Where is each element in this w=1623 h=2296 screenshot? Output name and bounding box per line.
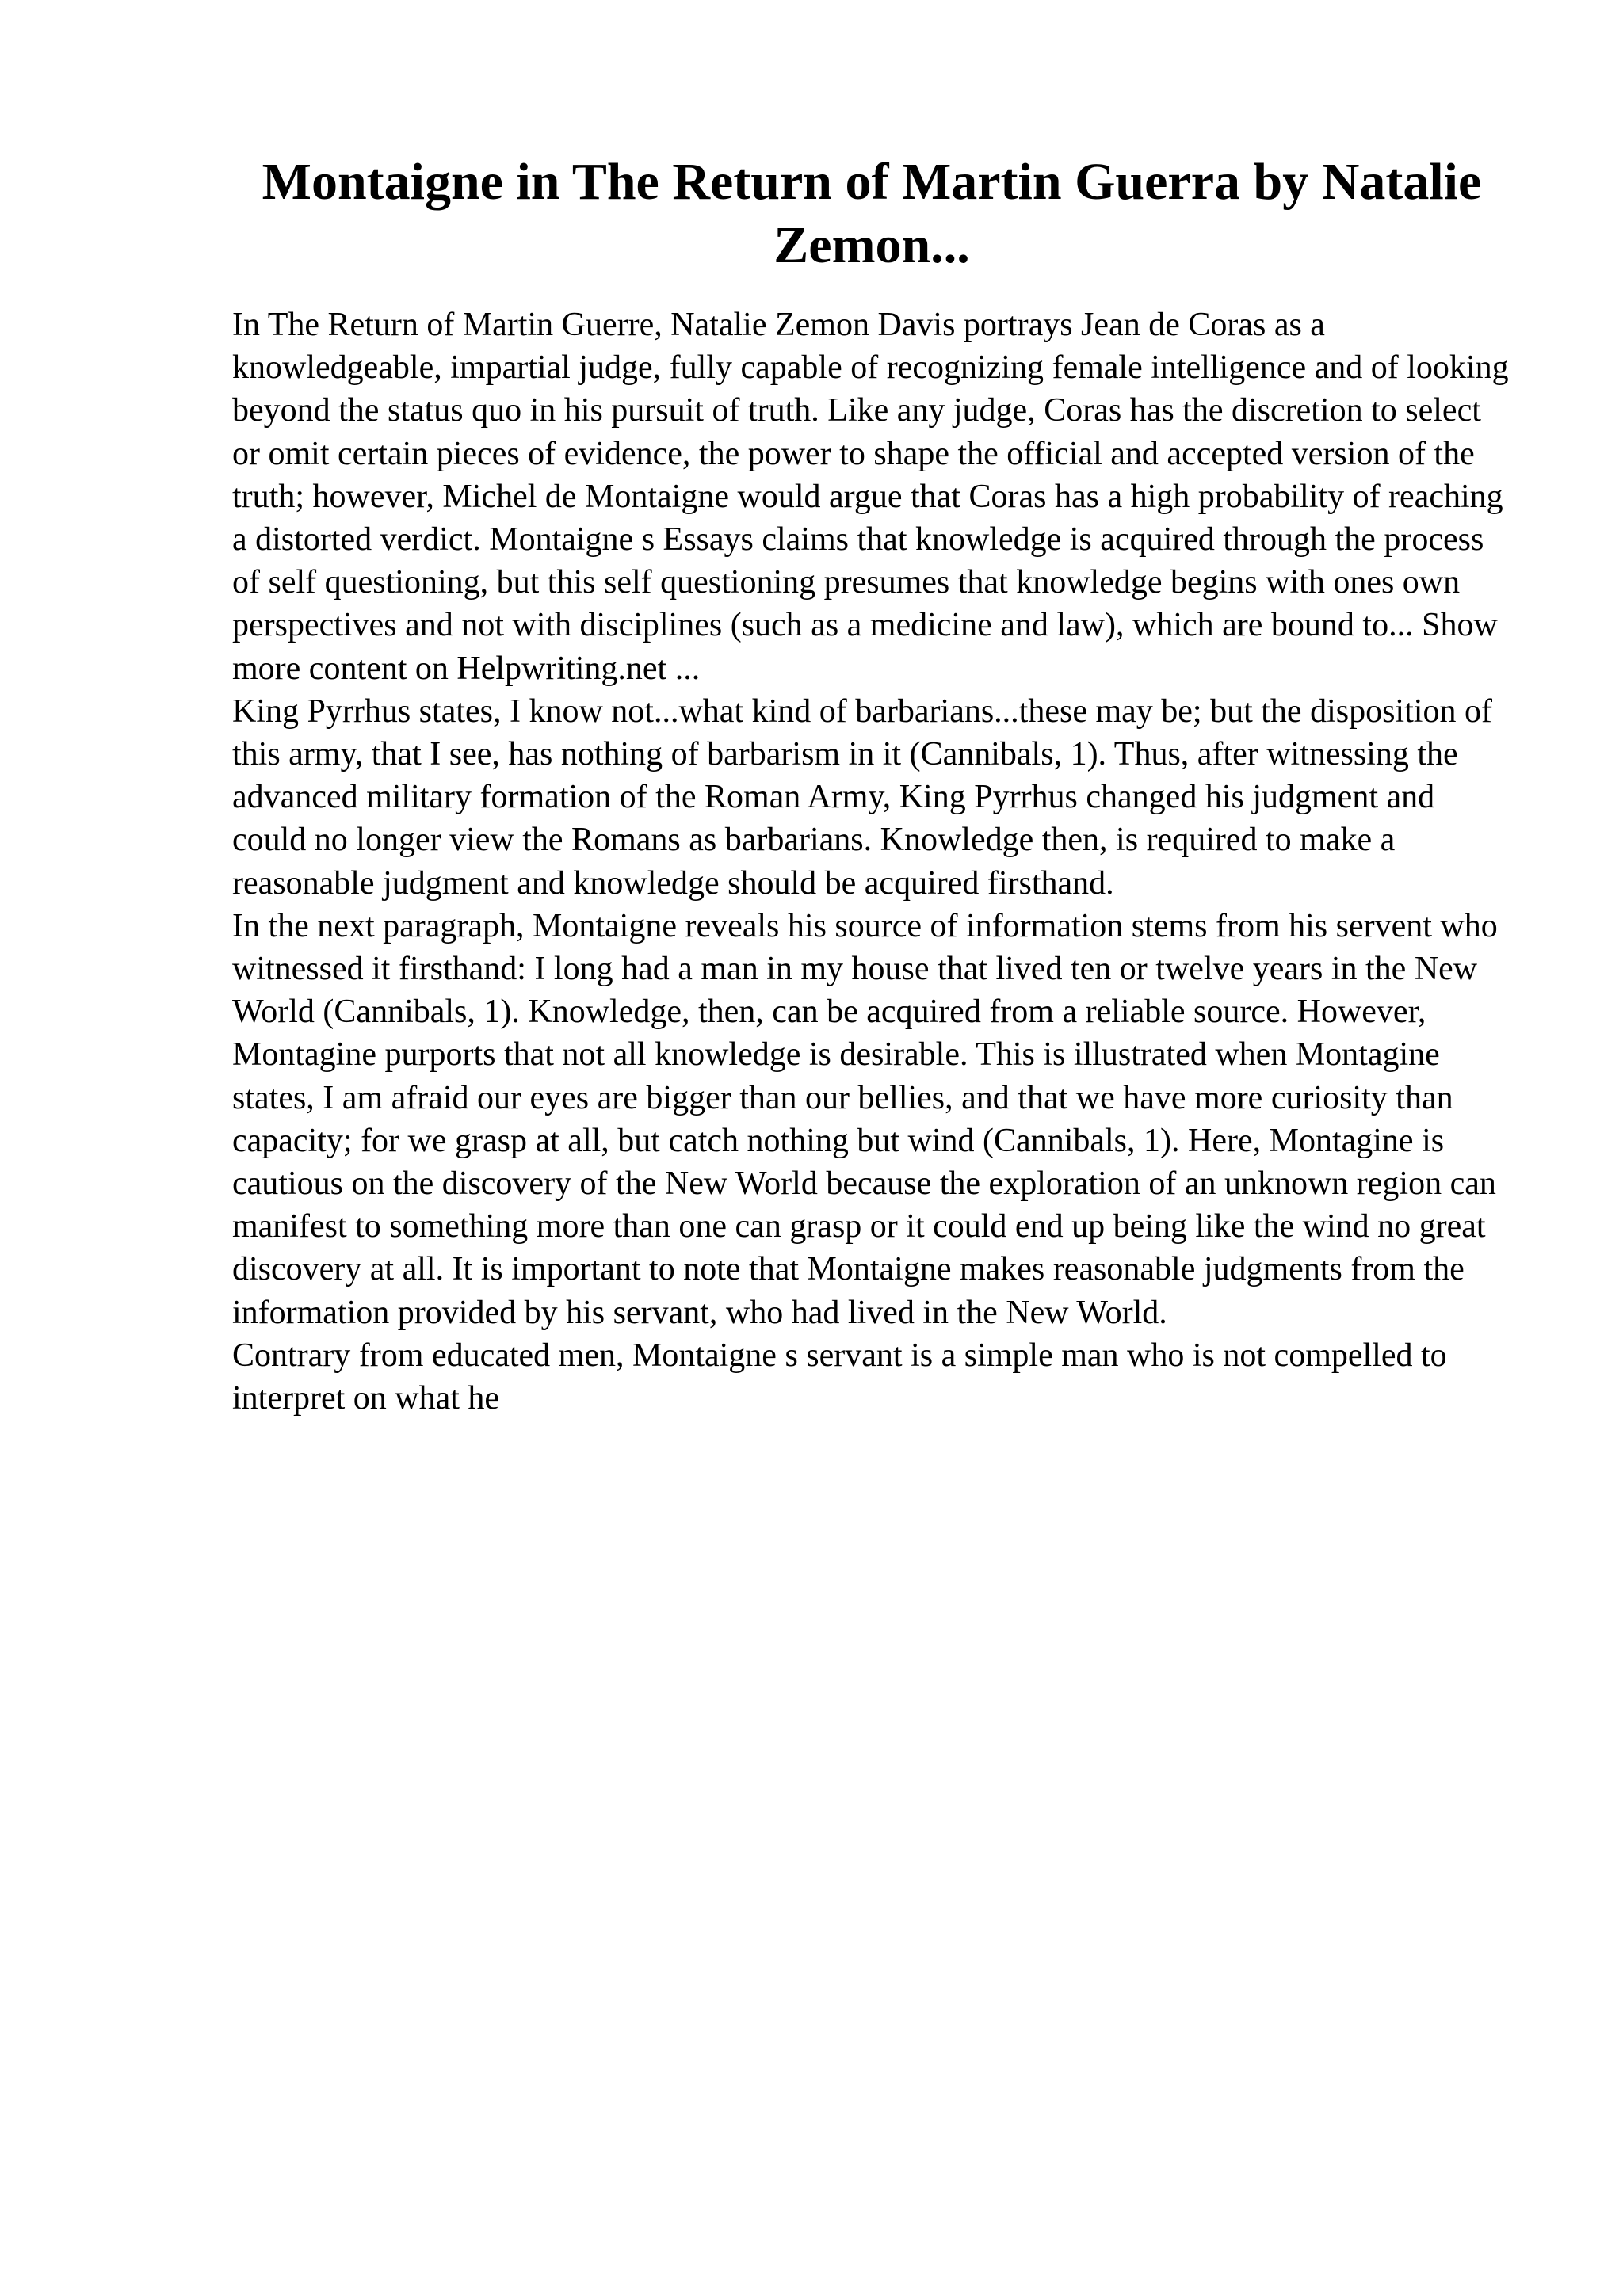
document-body <box>232 303 1516 1420</box>
paragraph-4: Contrary from educated men, Montaigne s servant is a simple man who is not compelled to interpret on what he <box>232 1337 1447 1417</box>
paragraph-2: King Pyrrhus states, I know not...what kind of barbarians...these may be; but the disposition of this army, that I see, has nothing of barbarism in it (Cannibals, 1). Thus, after witnessing the advanced military formation of the Roman Army, King Pyrrhus changed his judgment and could no longer view the Romans as barbarians. Knowledge then, is required to make a reasonable judgment and knowledge should be acquired firsthand. <box>232 692 1492 902</box>
paragraph-1: In The Return of Martin Guerre, Natalie Zemon Davis portrays Jean de Coras as a knowledgeable, impartial judge, fully capable of recognizing female intelligence and of looking beyond the status quo in his pursuit of truth. Like any judge, Coras has the discretion to select or omit certain pieces of evidence, the power to shape the official and accepted version of the truth; however, Michel de Montaigne would argue that Coras has a high probability of reaching a distorted verdict. Montaigne s Essays claims that knowledge is acquired through the process of self questioning, but this self questioning presumes that knowledge begins with ones own perspectives and not with disciplines (such as a medicine and law), which are bound to... Show more content on Helpwriting.net ... <box>232 307 1509 687</box>
paragraph-3: In the next paragraph, Montaigne reveals his source of information stems from his servent who witnessed it firsthand: I long had a man in my house that lived ten or twelve years in the New World (Cannibals, 1). Knowledge, then, can be acquired from a reliable source. However, Montagine purports that not all knowledge is desirable. This is illustrated when Montagine states, I am afraid our eyes are bigger than our bellies, and that we have more curiosity than capacity; for we grasp at all, but catch nothing but wind (Cannibals, 1). Here, Montagine is cautious on the discovery of the New World because the exploration of an unknown region can manifest to something more than one can grasp or it could end up being like the wind no great discovery at all. It is important to note that Montaigne makes reasonable judgments from the information provided by his servant, who had lived in the New World. <box>232 907 1498 1331</box>
document-title: Montaigne in The Return of Martin Guerra by Natalie Zemon... <box>262 153 1482 274</box>
